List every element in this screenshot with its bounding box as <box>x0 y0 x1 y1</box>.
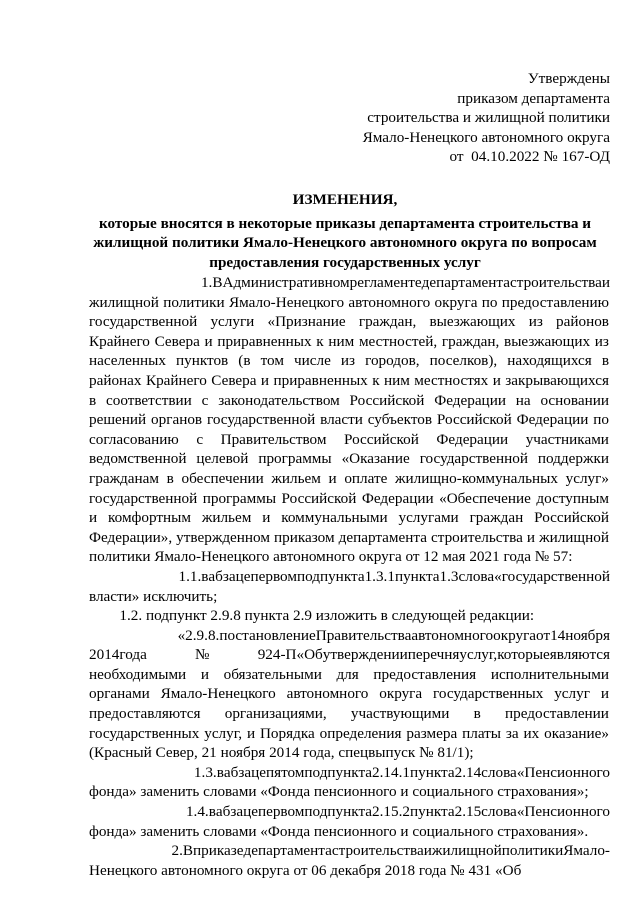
paragraph-line: ведомственной целевой программы «Оказание государственной поддержки <box>89 450 609 468</box>
paragraph-line: решений органов государственной власти субъектов Российской Федерации по <box>89 411 609 429</box>
paragraph-line: фонда» заменить словами «Фонда пенсионного и социального страхования»; <box>89 783 589 801</box>
paragraph-line: 2014года№924-П«Обутвержденииперечняуслуг,которыеявляются <box>89 646 610 664</box>
paragraph <box>89 802 610 841</box>
approval-line: Утверждены <box>527 70 610 87</box>
paragraph-line: государственной программы Российской Федерации «Обеспечение доступным <box>89 489 609 507</box>
paragraph-line: «2.9.8.постановлениеПравительстваавтономногоокругаот14ноября <box>177 626 610 644</box>
paragraph <box>89 567 610 606</box>
document-subtitle-line: жилищной политики Ямало-Ненецкого автономного округа по вопросам <box>93 234 597 251</box>
paragraph-line: 1.1.вабзацепервомподпункта1.3.1пункта1.3слова«государственной <box>178 567 610 585</box>
document-title: ИЗМЕНЕНИЯ, <box>292 191 398 208</box>
paragraph <box>89 626 610 763</box>
paragraph-line: 1.2. подпункт 2.9.8 пункта 2.9 изложить в следующей редакции: <box>89 607 535 625</box>
paragraph-line: государственной услуги «Признание граждан, выезжающих из районов <box>89 313 609 331</box>
document-subtitle-line: которые вносятся в некоторые приказы департамента строительства и <box>98 214 592 232</box>
paragraph-line: 1.ВАдминистративномрегламентедепартаментастроительстваи <box>200 274 610 291</box>
paragraph-line: Крайнего Севера и приравненных к ним местностей, граждан, выезжающих из <box>89 332 609 350</box>
paragraph-line: власти» исключить; <box>89 587 218 605</box>
document-body <box>89 273 610 880</box>
paragraph-line: районах Крайнего Севера и приравненных к ним местностях и закрывающихся <box>89 371 609 389</box>
paragraph-line: 2.ВприказедепартаментастроительстваижилищнойполитикиЯмало- <box>171 842 610 860</box>
approval-line: Ямало-Ненецкого автономного округа <box>362 128 610 146</box>
paragraph-line: гражданам в обеспечении жильем и оплате жилищно-коммунальных услуг» <box>89 469 609 487</box>
paragraph-line: населенных пунктов (в том числе из городов, поселков), находящихся в <box>89 352 609 370</box>
paragraph <box>89 273 610 567</box>
paragraph <box>89 606 610 626</box>
paragraph-line: 1.4.вабзацепервомподпункта2.15.2пункта2.15слова«Пенсионного <box>185 803 610 821</box>
paragraph-line: жилищной политики Ямало-Ненецкого автономного округа по предоставлению <box>89 293 609 311</box>
paragraph-line: предоставляются организациями, участвующими в предоставлении <box>89 705 609 723</box>
paragraph-line: в соответствии с законодательством Российской Федерации на основании <box>89 391 609 409</box>
paragraph-line: 1.3.вабзацепятомподпункта2.14.1пункта2.14слова«Пенсионного <box>193 763 610 781</box>
paragraph <box>89 841 610 880</box>
approval-line: приказом департамента <box>457 89 610 107</box>
paragraph-line: государственных услуг, и Порядка определения размера платы за их оказание» <box>89 724 609 742</box>
approval-line: от 04.10.2022 № 167-ОД <box>449 148 610 165</box>
paragraph-line: согласованию с Правительством Российской Федерации участниками <box>89 430 609 448</box>
paragraph-line: и комфортным жильем и коммунальными услугами граждан Российской <box>89 509 609 527</box>
paragraph-line: необходимыми и обязательными для предоставления исполнительными <box>89 665 609 683</box>
paragraph-line: фонда» заменить словами «Фонда пенсионного и социального страхования». <box>89 822 589 840</box>
approval-line: строительства и жилищной политики <box>367 109 610 126</box>
document-heading <box>90 190 600 272</box>
approval-stamp <box>363 69 610 167</box>
paragraph-line: Ненецкого автономного округа от 06 декабря 2018 года № 431 «Об <box>89 861 522 879</box>
paragraph <box>89 763 610 802</box>
paragraph-line: органами Ямало-Ненецкого автономного округа государственных услуг и <box>89 685 609 703</box>
paragraph-line: Федерации», утвержденном приказом департамента строительства и жилищной <box>89 528 609 546</box>
paragraph-line: (Красный Север, 21 ноября 2014 года, спецвыпуск № 81/1); <box>89 744 474 762</box>
document-subtitle-line: предоставления государственных услуг <box>209 253 481 271</box>
paragraph-line: политики Ямало-Ненецкого автономного округа от 12 мая 2021 года № 57: <box>89 548 573 566</box>
